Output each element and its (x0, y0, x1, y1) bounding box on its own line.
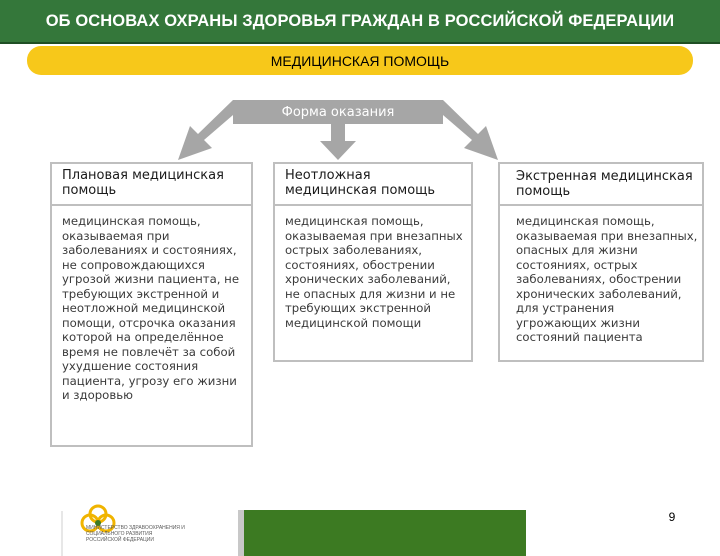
arrow-left (178, 100, 240, 160)
arrow-right (436, 100, 498, 160)
page-number: 9 (668, 510, 676, 524)
form-of-provision-label: Форма оказания (281, 104, 395, 120)
emergency-care-description: медицинская помощь, оказываемая при внезапных, опасных для жизни состояниях, острых заболеваниях, обострении хронических заболеваний, для устранения угрожающих жизни состояний пациента (516, 214, 698, 344)
arrow-center (320, 124, 356, 160)
ministry-logo-text: МИНИСТЕРСТВО ЗДРАВООХРАНЕНИЯ И СОЦИАЛЬНОГО РАЗВИТИЯ РОССИЙСКОЙ ФЕДЕРАЦИИ (86, 525, 185, 543)
planned-care-title: Плановая медицинская помощь (52, 164, 251, 206)
form-of-provision-box (233, 100, 443, 124)
slide-title: ОБ ОСНОВАХ ОХРАНЫ ЗДОРОВЬЯ ГРАЖДАН В РОССИЙСКОЙ ФЕДЕРАЦИИ (45, 11, 675, 30)
urgent-care-description: медицинская помощь, оказываемая при внезапных острых заболеваниях, состояниях, обострении хронических заболеваний, не опасных для жизни и не требующих экстренной медицинской помощи (285, 214, 463, 330)
urgent-care-title: Неотложная медицинская помощь (275, 164, 471, 206)
emergency-care-box (498, 162, 704, 362)
footer-green-block (244, 510, 526, 556)
urgent-care-box (273, 162, 473, 362)
emergency-care-title: Экстренная медицинская помощь (500, 164, 702, 206)
planned-care-box (50, 162, 253, 447)
planned-care-description: медицинская помощь, оказываемая при заболеваниях и состояниях, не сопровождающихся угрозой жизни пациента, не требующих экстренной и неотложной медицинской помощи, отсрочка оказания которой на определённое время не повлечёт за собой ухудшение состояния пациента, угрозу его жизни и здоровью (62, 214, 240, 402)
slide-subtitle: МЕДИЦИНСКАЯ ПОМОЩЬ (270, 52, 450, 69)
